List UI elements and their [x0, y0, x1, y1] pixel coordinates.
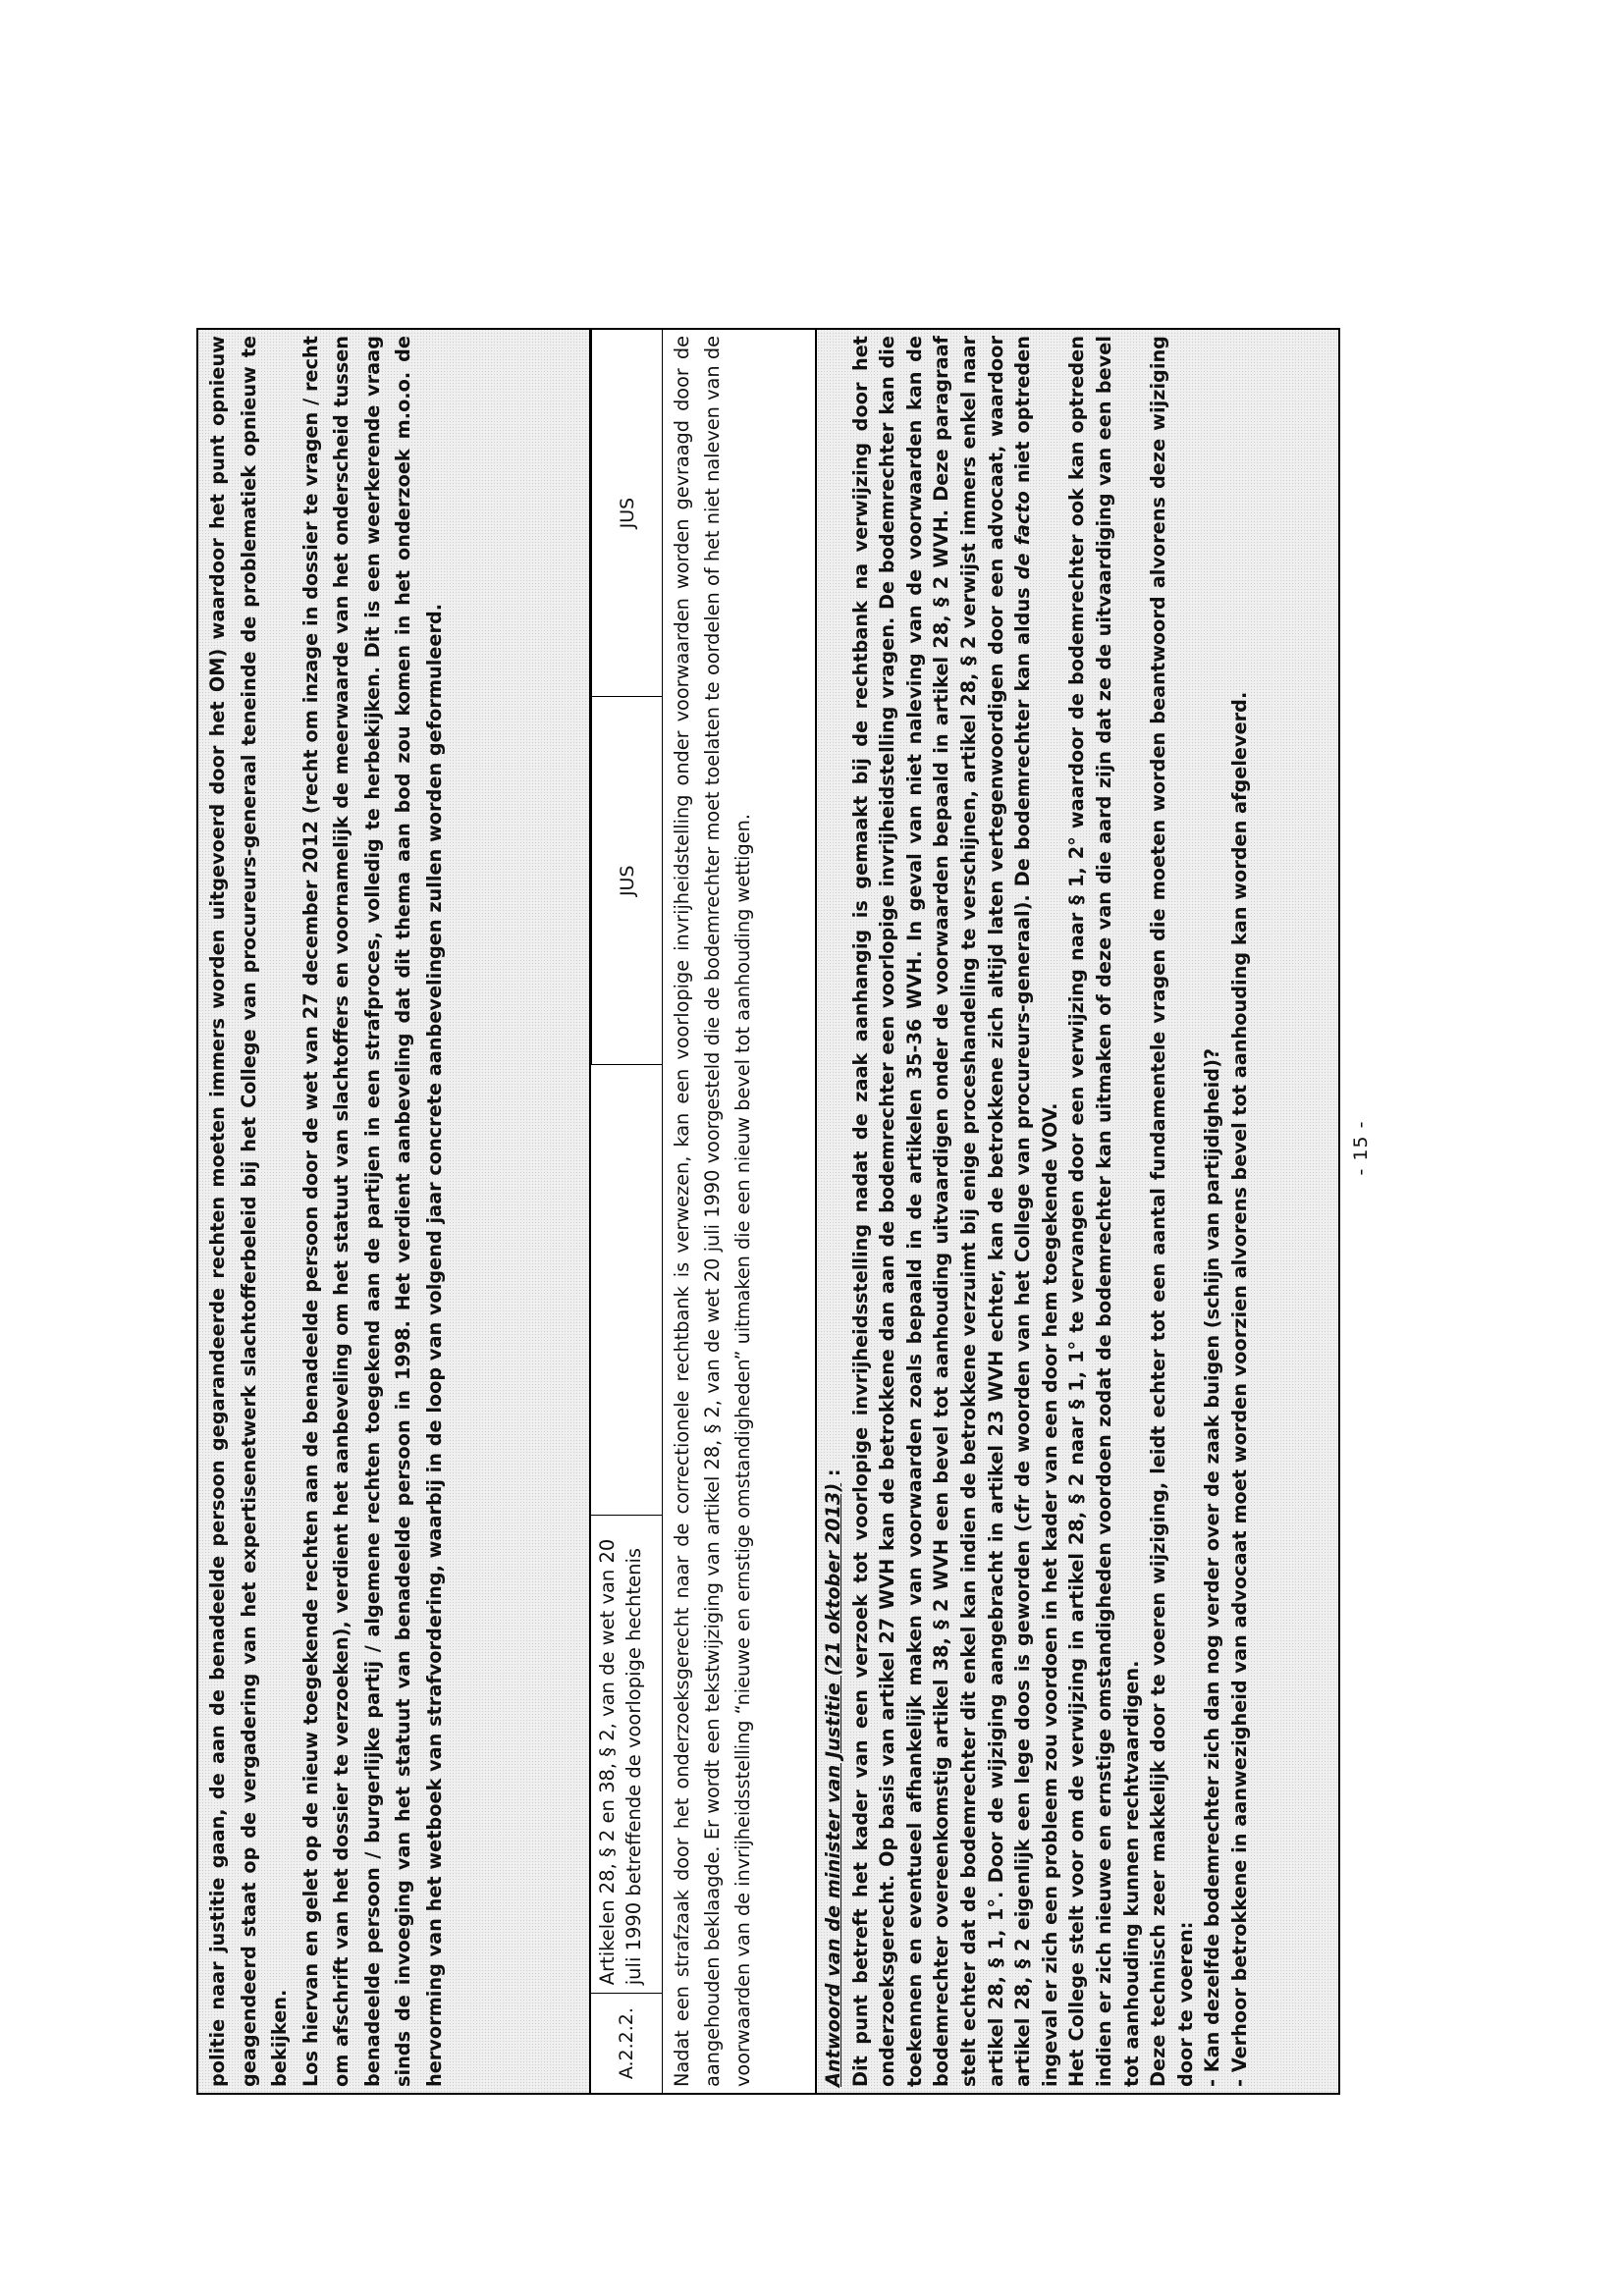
- page-number: - 15 -: [1350, 1120, 1372, 1176]
- answer-bullet-2: - Verhoor betrokkene in aanwezigheid van advocaat moet worden voorzien alvorens bevel tot aanhouding kan worden afgeleverd.: [1227, 691, 1251, 2087]
- recommendation-block: [198, 330, 589, 2093]
- answer-heading-line: [820, 336, 847, 2087]
- answer-paragraph-2: Het College stelt voor om de verwijzing in artikel 28, § 2 naar § 1, 1° te vervangen door een verwijzing naar § 1, 2° waardoor de bodemrechter ook kan optreden indien er zich nieuwe en ernstige omstandigheden voordoen zodat de bodemrechter kan uitmaken of deze van die aard zijn dat ze de uitvaardiging van een bevel tot aanhouding kunnen rechtvaardigen.: [1065, 336, 1143, 2087]
- answer-heading: Antwoord van de minister van Justitie (21 oktober 2013): [822, 1482, 844, 2087]
- item-department-2: JUS: [591, 330, 662, 696]
- answer-paragraph-3: Deze technisch zeer makkelijk door te voeren wijziging, leidt echter tot een aantal fundamentele vragen die moeten worden beantwoord alvorens deze wijziging door te voeren:: [1147, 336, 1197, 2087]
- minister-answer-block: [815, 330, 1338, 2093]
- answer-paragraph-1-text: Dit punt betreft het kader van een verzoek tot voorlopige invrijheidsstelling nadat de zaak aanhangig is gemaakt bij de rechtbank na verwijzing door het onderzoeksgerecht. Op basis van artikel 27 WVH kan de betrokkene dan aan de bodemrechter een voorlopige invrijheidstelling vragen. De bodemrechter kan die toekennen en eventueel afhankelijk maken van voorwaarden zoals bepaald in de artikelen 35-36 WVH. In geval van niet naleving van de voorwaarden kan de bodemrechter overeenkomstig artikel 38, § 2 WVH een bevel tot aanhouding uitvaardigen onder de voorwaarden bepaald in artikel 28, § 2 WVH. Deze paragraaf stelt echter dat de bodemrechter dit enkel kan indien de betrokkene verzuimt bij enige proceshandeling te verschijnen, artikel 28, § 2 verwijst immers enkel naar artikel 28, § 1, 1°. Door de wijziging aangebracht in artikel 23 WVH echter, kan de betrokkene zich altijd laten vertegenwoordigen door een advocaat, waardoor artikel 28, § 2 eigenlijk een lege doos is geworden (cfr de woorden van het College van procureurs-generaal). De bodemrechter kan aldus: [848, 336, 1035, 2087]
- answer-bullet-1: - Kan dezelfde bodemrechter zich dan nog verder over de zaak buigen (schijn van partijdigheid)?: [1201, 1047, 1224, 2087]
- item-row: [589, 330, 663, 2093]
- item-department-1: JUS: [591, 696, 662, 1064]
- content-table: [196, 328, 1340, 2095]
- answer-paragraph-1: [847, 336, 1064, 2087]
- answer-paragraph-1-end: niet optreden ingeval er zich een probleem zou voordoen in het kader van een door hem toegekende VOV.: [1011, 335, 1061, 2087]
- recommendation-paragraph-1: politie naar justitie gaan, de aan de benadeelde persoon gegarandeerde rechten moeten immers worden uitgevoerd door het OM) waardoor het punt opnieuw geagendeerd staat op de vergadering van het expertisenetwerk slachtofferbeleid bij het College van procureurs-generaal teneinde de problematiek opnieuw te bekijken.: [206, 336, 291, 2087]
- item-description-text: Nadat een strafzaak door het onderzoeksgerecht naar de correctionele rechtbank is verwezen, kan een voorlopige invrijheidstelling onder voorwaarden worden gevraagd door de aangehouden beklaagde. Er wordt een tekstwijziging van artikel 28, § 2, van de wet 20 juli 1990 voorgesteld die de bodemrechter moet toelaten te oordelen of het niet naleven van de voorwaarden van de invrijheidsstelling “nieuwe en ernstige omstandigheden” uitmaken die een nieuw bevel tot aanhouding wettigen.: [671, 336, 754, 2087]
- item-description: [663, 330, 800, 2093]
- answer-paragraph-1-italic: de facto: [1011, 491, 1035, 580]
- recommendation-paragraph-2: Los hiervan en gelet op de nieuw toegekende rechten aan de benadeelde persoon door de wet van 27 december 2012 (recht om inzage in dossier te vragen / recht om afschrift van het dossier te verzoeken), verdient het aanbeveling om het statuut van slachtoffers en voornamelijk de meerwaarde van het onderscheid tussen benadeelde persoon / burgerlijke partij / algemene rechten toegekend aan de partijen in een strafproces, volledig te herbekijken. Dit is een weerkerende vraag sinds de invoeging van het statuut van benadeelde persoon in 1998. Het verdient aanbeveling dat dit thema aan bod zou komen in het onderzoek m.o.o. de hervorming van het wetboek van strafvordering, waarbij in de loop van volgend jaar concrete aanbevelingen zullen worden geformuleerd.: [298, 336, 446, 2087]
- item-title: Artikelen 28, § 2 en 38, § 2, van de wet van 20 juli 1990 betreffende de voorlopige hechtenis: [591, 1515, 662, 1993]
- item-number: A.2.2.2.: [591, 1993, 662, 2093]
- item-empty-cell: [591, 1064, 662, 1515]
- answer-heading-colon: :: [822, 1468, 844, 1483]
